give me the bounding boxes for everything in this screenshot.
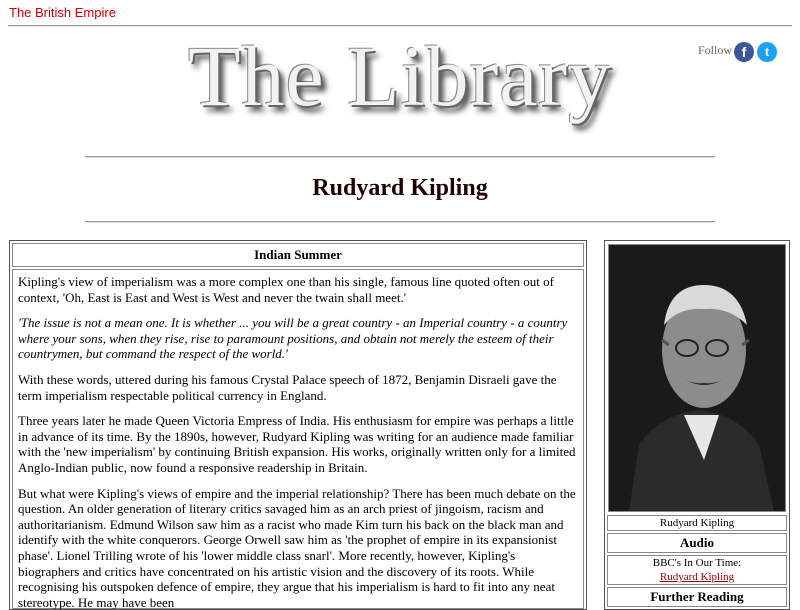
facebook-icon[interactable]: f [734,42,754,62]
kipling-portrait [608,244,786,512]
header-divider-bottom [85,221,715,223]
article-body [12,269,584,609]
portrait-caption: Rudyard Kipling [607,515,787,531]
follow-label: Follow [698,43,733,57]
library-banner-title: The Library [187,28,613,124]
audio-heading: Audio [607,533,787,553]
audio-text: BBC's In Our Time: [652,557,742,569]
further-reading-heading: Further Reading [607,587,787,607]
section-title: Indian Summer [12,243,584,267]
article-paragraph: But what were Kipling's views of empire and the imperial relationship? There has been much debate on the question. An older generation of literary critics savaged him as an arch priest of jingoism, racism and authoritarianism. Edmund Wilson saw him as a racist who made Kim turn his back on the black man and identify with the white conquerors. George Orwell saw him as 'the prophet of empire in its expansionist phase'. Lionel Trilling wrote of his 'lower middle class snarl'. More recently, however, Kipling's biographers and critics have concentrated on his artistic vision and the discovery of its roots. While recognising his outspoken defence of empire, they argue that his imperialism is hard to fit into any neat stereotype. He may have been [18,485,576,610]
twitter-icon[interactable]: t [757,42,777,62]
sidebar-panel [604,240,790,610]
page-title: Rudyard Kipling [312,175,488,201]
article-paragraph: With these words, uttered during his famous Crystal Palace speech of 1872, Benjamin Disraeli gave the term imperialism respectable political currency in England. [18,371,557,403]
audio-link[interactable]: Rudyard Kipling [659,571,735,583]
header-divider-top [85,156,715,158]
article-paragraph: Three years later he made Queen Victoria Empress of India. His enthusiasm for empire was perhaps a little in advance of its time. By the 1890s, however, Rudyard Kipling was writing for an audience made familiar with the 'new imperialism' by continuing British expansion. His works, originally written only for a limited Anglo-Indian public, now found a responsive readership in Britain. [18,413,576,475]
article-panel [9,240,587,610]
article-quote: 'The issue is not a mean one. It is whether ... you will be a great country - an Imperial country - a country where your sons, when they rise, rise to paramount positions, and obtain not merely the esteem of their countrymen, but command the respect of the world.' [18,315,568,362]
site-home-link[interactable]: The British Empire [9,5,116,20]
top-bar [0,0,800,26]
audio-box [607,555,787,585]
article-paragraph: Kipling's view of imperialism was a more complex one than his single, famous line quoted often out of context, 'Oh, East is East and West is West and never the twain shall meet.' [18,274,554,305]
